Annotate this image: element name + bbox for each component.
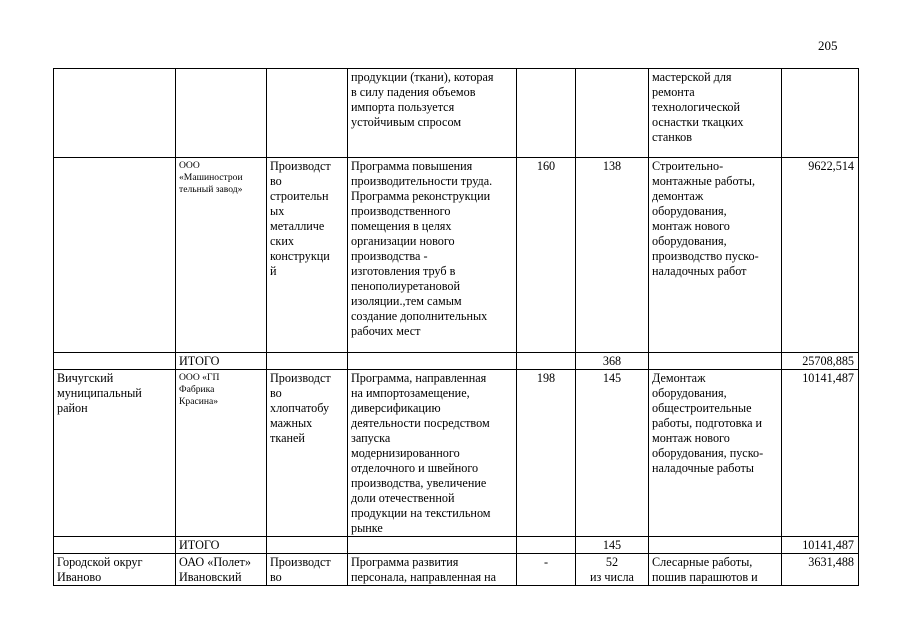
program-cell: Программа повышения производительности труда. Программа реконструкции производственного помещения в целях организации нового производства - изготовления труб в пенополиуретановой изоляции.,тем самым создание дополнительных рабочих мест	[348, 158, 517, 353]
amount-cell: 3631,488	[782, 554, 859, 586]
table-row	[54, 370, 859, 537]
jobs-fact-cell	[576, 69, 649, 158]
jobs-fact-cell: 145	[576, 537, 649, 554]
organization-cell	[176, 69, 267, 158]
works-cell: Слесарные работы, пошив парашютов и	[649, 554, 782, 586]
jobs-plan-cell: 160	[517, 158, 576, 353]
activity-cell	[267, 69, 348, 158]
works-cell	[649, 353, 782, 370]
works-cell	[649, 537, 782, 554]
jobs-plan-cell: 198	[517, 370, 576, 537]
jobs-plan-cell	[517, 537, 576, 554]
page-number: 205	[818, 38, 838, 53]
investment-projects-table	[53, 68, 859, 586]
activity-cell: Производст во	[267, 554, 348, 586]
jobs-fact-cell: 145	[576, 370, 649, 537]
table-row	[54, 158, 859, 353]
jobs-fact-cell: 368	[576, 353, 649, 370]
program-cell	[348, 353, 517, 370]
jobs-plan-cell	[517, 353, 576, 370]
total-label: ИТОГО	[176, 353, 267, 370]
activity-cell	[267, 537, 348, 554]
table-row	[54, 554, 859, 586]
jobs-fact-cell: 52 из числа	[576, 554, 649, 586]
jobs-plan-cell	[517, 69, 576, 158]
amount-cell	[782, 69, 859, 158]
total-label: ИТОГО	[176, 537, 267, 554]
organization-cell: ООО «ГП Фабрика Красина»	[176, 370, 267, 537]
activity-cell	[267, 353, 348, 370]
activity-cell: Производст во хлопчатобу мажных тканей	[267, 370, 348, 537]
works-cell: мастерской для ремонта технологической оснастки ткацких станков	[649, 69, 782, 158]
amount-cell: 10141,487	[782, 370, 859, 537]
activity-cell: Производст во строительн ых металличе ских конструкци й	[267, 158, 348, 353]
region-cell	[54, 353, 176, 370]
program-cell: Программа, направленная на импортозамещение, диверсификацию деятельности посредством запуска модернизированного отделочного и швейного производства, увеличение доли отечественной продукции на текстильном рынке	[348, 370, 517, 537]
region-cell: Вичугский муниципальный район	[54, 370, 176, 537]
region-cell	[54, 158, 176, 353]
organization-cell: ООО «Машинострои тельный завод»	[176, 158, 267, 353]
region-cell	[54, 69, 176, 158]
program-cell: продукции (ткани), которая в силу падения объемов импорта пользуется устойчивым спросом	[348, 69, 517, 158]
works-cell: Строительно- монтажные работы, демонтаж оборудования, монтаж нового оборудования, производство пуско- наладочных работ	[649, 158, 782, 353]
works-cell: Демонтаж оборудования, общестроительные работы, подготовка и монтаж нового оборудования, пуско- наладочные работы	[649, 370, 782, 537]
amount-cell: 10141,487	[782, 537, 859, 554]
region-cell: Городской округ Иваново	[54, 554, 176, 586]
program-cell	[348, 537, 517, 554]
program-cell: Программа развития персонала, направленная на	[348, 554, 517, 586]
amount-cell: 25708,885	[782, 353, 859, 370]
region-cell	[54, 537, 176, 554]
amount-cell: 9622,514	[782, 158, 859, 353]
jobs-fact-cell: 138	[576, 158, 649, 353]
jobs-plan-cell: -	[517, 554, 576, 586]
table-row-total	[54, 537, 859, 554]
table-row	[54, 69, 859, 158]
organization-cell: ОАО «Полет» Ивановский	[176, 554, 267, 586]
table-row-total	[54, 353, 859, 370]
